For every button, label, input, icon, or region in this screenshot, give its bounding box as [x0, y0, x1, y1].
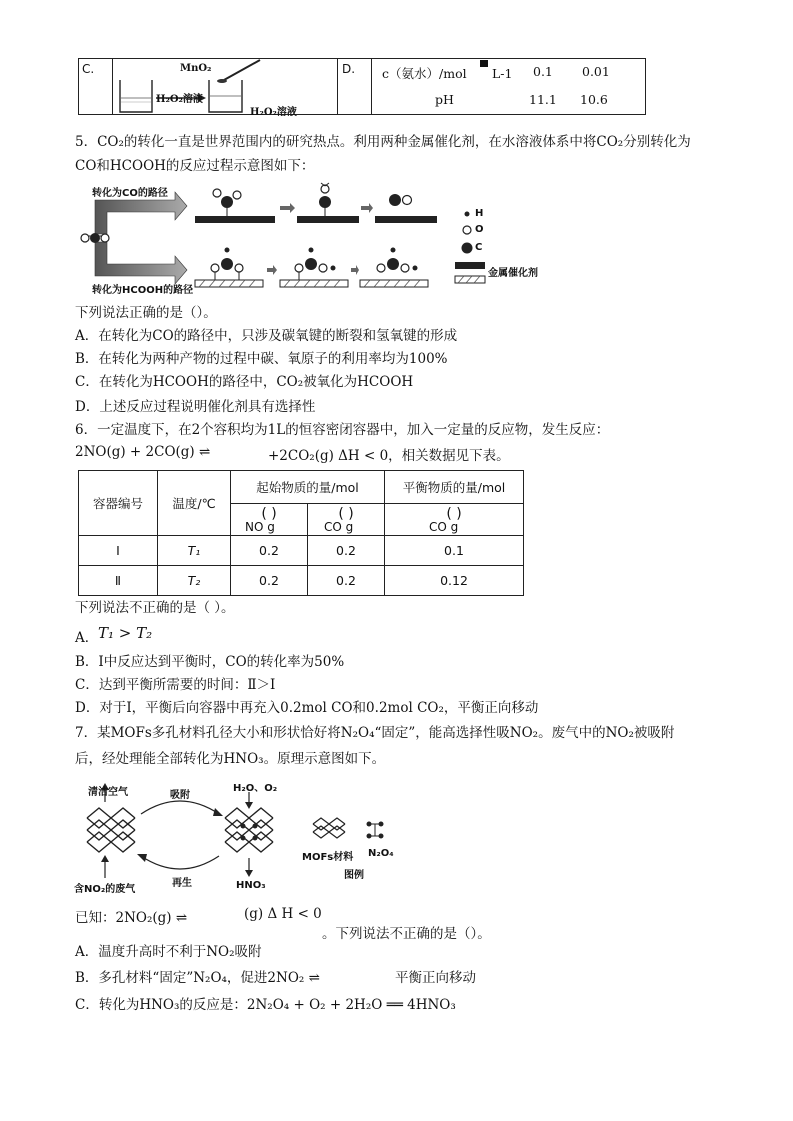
h2o2-label-left: H₂O₂溶液: [156, 94, 203, 105]
q5-option-c: C．在转化为HCOOH的路径中，CO₂被氧化为HCOOH: [75, 374, 414, 390]
th-co: ( ) CO g: [308, 504, 385, 536]
ph-value-1: 11.1: [529, 92, 557, 107]
q6-question: 下列说法不正确的是（ ）。: [75, 600, 235, 616]
q7-option-b-left: B．多孔材料“固定”N₂O₄，促进2NO₂ ⇌: [75, 970, 320, 986]
table-row: Ⅰ T₁ 0.2 0.2 0.1: [79, 536, 524, 566]
q6-option-b: B．Ⅰ中反应达到平衡时，CO的转化率为50%: [75, 654, 345, 670]
n2o4-legend-label: N₂O₄: [368, 848, 394, 859]
h2o2-label-right: H₂O₂溶液: [250, 107, 297, 118]
legend-catalyst: 金属催化剂: [488, 268, 538, 279]
th-no: ( ) NO g: [231, 504, 308, 536]
th-container: 容器编号: [79, 471, 158, 536]
q6-stem-line1: 6．一定温度下，在2个容积均为1L的恒容密闭容器中，加入一定量的反应物，发生反应：: [75, 422, 610, 438]
q5-option-d: D．上述反应过程说明催化剂具有选择性: [75, 399, 316, 415]
legend-h: H: [475, 208, 484, 219]
mno2-label: MnO₂: [180, 63, 212, 74]
adsorb-label: 吸附: [170, 790, 190, 801]
ammonia-conc-label: c（氨水）/mol: [382, 66, 467, 81]
q5-option-b: B．在转化为两种产物的过程中碳、氧原子的利用率均为100%: [75, 351, 448, 367]
ammonia-conc-2: 0.01: [582, 64, 610, 79]
q6-equation-right: +2CO₂(g) ΔH < 0，相关数据见下表。: [268, 448, 510, 464]
table-row: Ⅱ T₂ 0.2 0.2 0.12: [79, 566, 524, 596]
q5-question: 下列说法正确的是（）。: [75, 305, 217, 321]
q7-stem-line2: 后，经处理能全部转化为HNO₃。原理示意图如下。: [75, 751, 386, 767]
option-c-label: C.: [82, 62, 95, 76]
waste-gas-label: 含NO₂的废气: [74, 884, 136, 895]
th-eq-amount: 平衡物质的量/mol: [385, 471, 524, 504]
legend-c: C: [475, 242, 483, 253]
q6-option-c: C．达到平衡所需要的时间：Ⅱ＞Ⅰ: [75, 677, 276, 693]
q6-equation-left: 2NO(g) + 2CO(g) ⇌: [75, 444, 211, 460]
q7-stem-line1: 7．某MOFs多孔材料孔径大小和形状恰好将N₂O₄“固定”，能高选择性吸NO₂。废气中的NO₂被吸附: [75, 725, 675, 741]
ph-label: pH: [435, 92, 454, 107]
th-co2: ( ) CO g: [385, 504, 524, 536]
h2o-o2-label: H₂O、O₂: [233, 783, 278, 794]
path-co-label: 转化为CO的路径: [92, 188, 168, 199]
mofs-material-label: MOFs材料: [302, 852, 354, 863]
regenerate-label: 再生: [172, 878, 192, 889]
clean-air-label: 清洁空气: [88, 787, 128, 798]
q7-option-b-right: 平衡正向移动: [395, 970, 476, 986]
th-start-amount: 起始物质的量/mol: [231, 471, 385, 504]
ammonia-conc-1: 0.1: [533, 64, 553, 79]
q7-known-mid: (g) Δ H < 0: [244, 906, 322, 922]
ammonia-conc-unit: L-1: [492, 66, 513, 81]
q7-known-prefix: 已知：2NO₂(g) ⇌: [75, 910, 188, 926]
path-hcooh-label: 转化为HCOOH的路径: [92, 285, 194, 296]
q7-option-c: C．转化为HNO₃的反应是：2N₂O₄ + O₂ + 2H₂O ══ 4HNO₃: [75, 997, 456, 1013]
q6-data-table: [78, 470, 524, 596]
q6-option-d: D．对于Ⅰ，平衡后向容器中再充入0.2mol CO和0.2mol CO₂，平衡正向移动: [75, 700, 539, 716]
q5-option-a: A．在转化为CO的路径中，只涉及碳氧键的断裂和氢氧键的形成: [75, 328, 458, 344]
q5-stem-line1: 5．CO₂的转化一直是世界范围内的研究热点。利用两种金属催化剂，在水溶液体系中将CO₂分别转化为: [75, 134, 691, 150]
ph-value-2: 10.6: [580, 92, 608, 107]
print-artifact-mark: [480, 60, 488, 67]
hno3-label: HNO₃: [236, 880, 266, 891]
th-temperature: 温度/℃: [158, 471, 231, 536]
option-d-label: D.: [342, 62, 356, 76]
q5-stem-line2: CO和HCOOH的反应过程示意图如下：: [75, 158, 315, 174]
mno2-apparatus-diagram: [112, 58, 337, 115]
legend-caption: 图例: [344, 870, 364, 881]
legend-o: O: [475, 224, 484, 235]
q7-question: 。下列说法不正确的是（）。: [322, 926, 491, 942]
q6-option-a-prefix: A．: [75, 630, 99, 646]
q7-option-a: A．温度升高时不利于NO₂吸附: [75, 944, 262, 960]
q6-option-a-expr: T₁ > T₂: [98, 624, 153, 642]
